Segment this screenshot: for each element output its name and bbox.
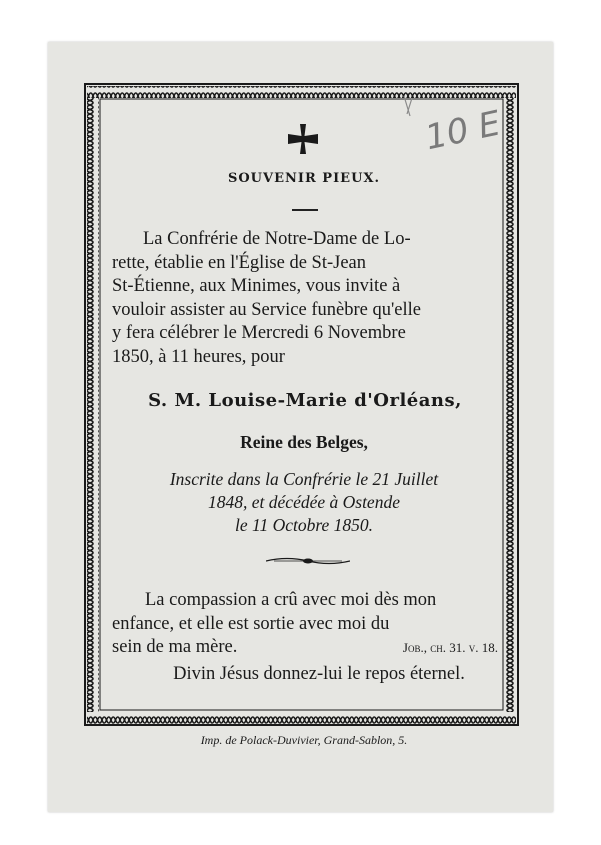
quote-line: La compassion a crû avec moi dès mon <box>145 590 437 610</box>
quote-line: enfance, et elle est sortie avec moi du <box>112 613 390 634</box>
ornamental-divider <box>266 555 350 567</box>
inscription-line: 1848, et décédée à Ostende <box>208 492 400 512</box>
invitation-line: vouloir assister au Service funèbre qu'elle <box>112 299 421 320</box>
short-divider <box>292 209 318 211</box>
scripture-reference: Job., ch. 31. v. 18. <box>402 640 498 655</box>
printer-credit: Imp. de Polack-Duvivier, Grand-Sablon, 5. <box>200 733 408 747</box>
invitation-line: 1850, à 11 heures, pour <box>112 346 285 367</box>
inscription-line: Inscrite dans la Confrérie le 21 Juillet <box>169 469 439 489</box>
deceased-title: Reine des Belges, <box>240 432 368 452</box>
cross-pattee-icon <box>286 122 320 156</box>
pencil-note: 10 E <box>421 103 505 159</box>
invitation-line: La Confrérie de Notre-Dame de Lo- <box>143 229 411 249</box>
closing-prayer: Divin Jésus donnez-lui le repos éternel. <box>173 664 465 684</box>
inscription-line: le 11 Octobre 1850. <box>234 515 374 535</box>
card-heading: SOUVENIR PIEUX. <box>227 171 381 186</box>
invitation-line: rette, établie en l'Église de St-Jean <box>112 252 367 273</box>
quote-line: sein de ma mère. <box>112 637 238 657</box>
inscription-block <box>100 468 508 537</box>
invitation-line: St-Étienne, aux Minimes, vous invite à <box>112 276 401 296</box>
scripture-quote <box>112 589 498 660</box>
pencil-annotation <box>398 86 508 166</box>
invitation-line: y fera célébrer le Mercredi 6 Novembre <box>112 323 406 343</box>
deceased-name: S. M. Louise-Marie d'Orléans, <box>148 390 462 411</box>
invitation-paragraph <box>112 228 498 369</box>
